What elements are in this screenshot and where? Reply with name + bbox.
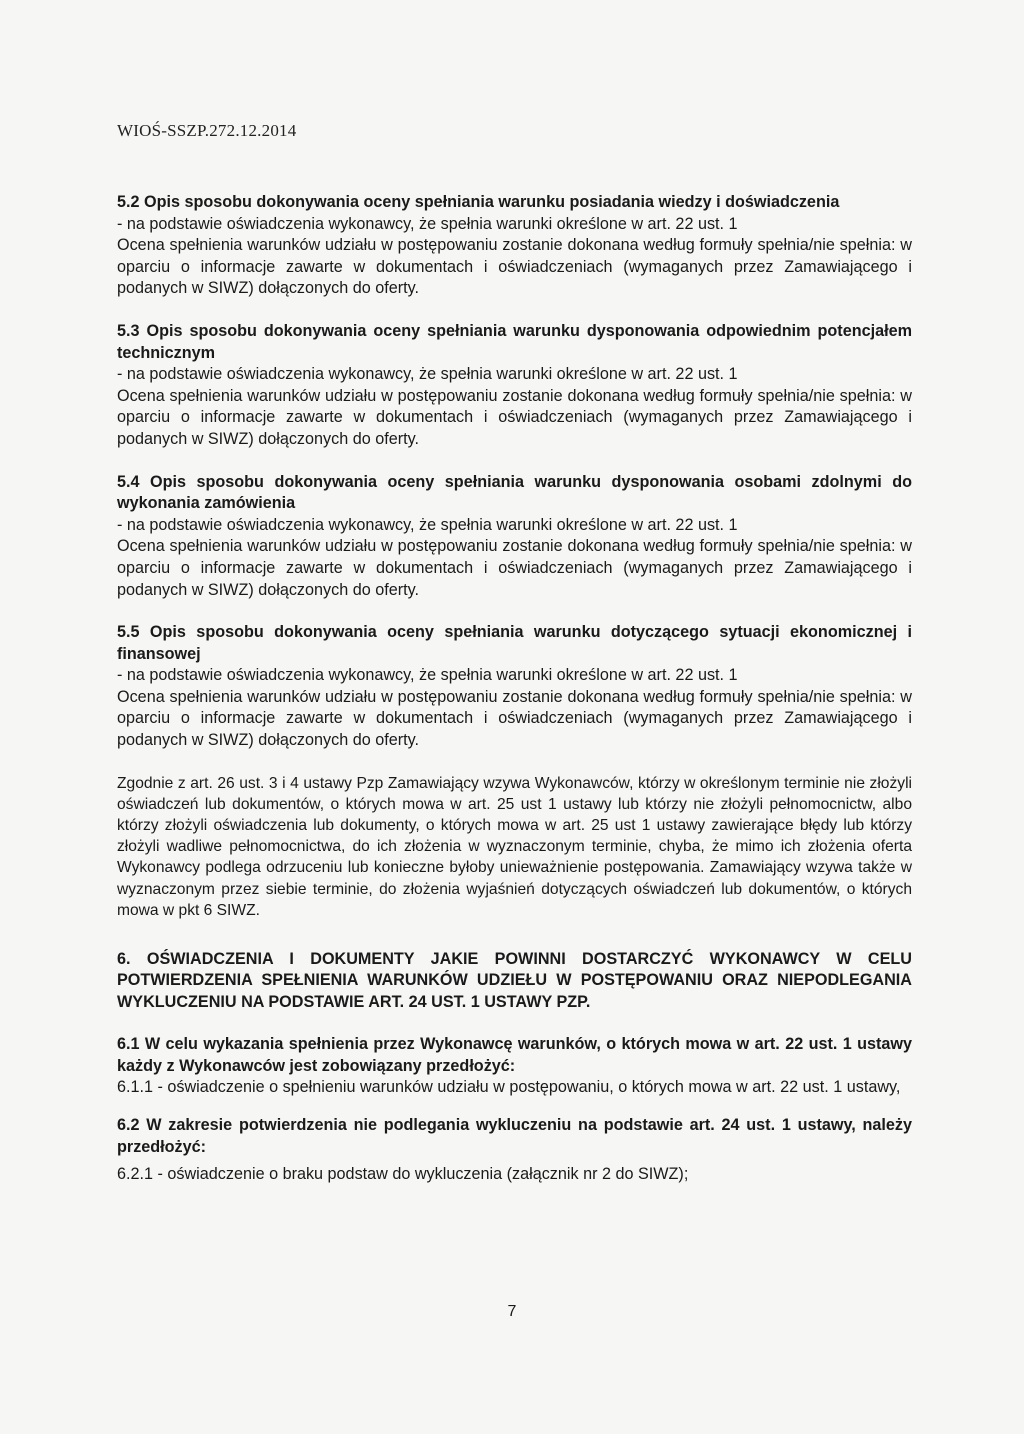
subsection-item: 6.2.1 - oświadczenie o braku podstaw do wykluczenia (załącznik nr 2 do SIWZ); [117,1165,689,1184]
subsection-6-2 [117,1115,912,1186]
section-5-3 [117,321,912,451]
section-title: 5.4 Opis sposobu dokonywania oceny spełniania warunku dysponowania osobami zdolnymi do wykonania zamówienia [117,472,912,513]
subsection-title: 6.1 W celu wykazania spełnienia przez Wykonawcę warunków, o których mowa w art. 22 ust. 1 ustawy każdy z Wykonawców jest zobowiązany przedłożyć: [117,1035,912,1075]
section-6-title: 6. OŚWIADCZENIA I DOKUMENTY JAKIE POWINNI DOSTARCZYĆ WYKONAWCY W CELU POTWIERDZENIA SPEŁNIENIA WARUNKÓW UDZIEŁU W POSTĘPOWANIU ORAZ NIEPODLEGANIA WYKLUCZENIU NA PODSTAWIE ART. 24 UST. 1 USTAWY PZP. [117,950,912,1011]
section-basis: - na podstawie oświadczenia wykonawcy, że spełnia warunki określone w art. 22 ust. 1 [117,214,738,233]
section-assessment: Ocena spełnienia warunków udziału w postępowaniu zostanie dokonana według formuły spełnia/nie spełnia: w oparciu o informacje zawarte w dokumentach i oświadczeniach (wymaganych przez Zamawiającego i podanych w SIWZ) dołączonych do oferty. [117,687,912,750]
section-assessment: Ocena spełnienia warunków udziału w postępowaniu zostanie dokonana według formuły spełnia/nie spełnia: w oparciu o informacje zawarte w dokumentach i oświadczeniach (wymaganych przez Zamawiającego i podanych w SIWZ) dołączonych do oferty. [117,236,912,298]
section-assessment: Ocena spełnienia warunków udziału w postępowaniu zostanie dokonana według formuły spełnia/nie spełnia: w oparciu o informacje zawarte w dokumentach i oświadczeniach (wymaganych przez Zamawiającego i podanych w SIWZ) dołączonych do oferty. [117,386,912,448]
section-5-5 [117,622,912,752]
section-5-4 [117,472,912,602]
article-26-paragraph: Zgodnie z art. 26 ust. 3 i 4 ustawy Pzp Zamawiający wzywa Wykonawców, którzy w określonym terminie nie złożyli oświadczeń lub dokumentów, o których mowa w art. 25 ust 1 ustawy lub którzy nie złożyli pełnomocnictw, albo którzy złożyli oświadczenia lub dokumenty, o których mowa w art. 25 ust 1 ustawy zawierające błędy lub którzy złożyli wadliwe pełnomocnictwa, do ich złożenia w wyznaczonym terminie, chyba, że mimo ich złożenia oferta Wykonawcy podlega odrzuceniu lub konieczne byłoby unieważnienie postępowania. Zamawiający wzywa także w wyznaczonym przez siebie terminie, do złożenia wyjaśnień dotyczących oświadczeń lub dokumentów, o których mowa w pkt 6 SIWZ. [117,774,912,919]
section-title: 5.3 Opis sposobu dokonywania oceny spełniania warunku dysponowania odpowiednim potencjałem technicznym [117,321,912,362]
section-basis: - na podstawie oświadczenia wykonawcy, że spełnia warunki określone w art. 22 ust. 1 [117,365,738,384]
subsection-title: 6.2 W zakresie potwierdzenia nie podlegania wykluczeniu na podstawie art. 24 ust. 1 ustawy, należy przedłożyć: [117,1116,912,1156]
subsection-6-1 [117,1034,912,1099]
document-reference: WIOŚ-SSZP.272.12.2014 [117,121,297,140]
section-assessment: Ocena spełnienia warunków udziału w postępowaniu zostanie dokonana według formuły spełnia/nie spełnia: w oparciu o informacje zawarte w dokumentach i oświadczeniach (wymaganych przez Zamawiającego i podanych w SIWZ) dołączonych do oferty. [117,537,912,599]
section-title: 5.5 Opis sposobu dokonywania oceny spełniania warunku dotyczącego sytuacji ekonomicznej i finansowej [117,623,912,663]
section-5-2 [117,192,912,300]
section-title: 5.2 Opis sposobu dokonywania oceny spełniania warunku posiadania wiedzy i doświadczenia [117,193,840,211]
document-body [117,192,912,1202]
section-basis: - na podstawie oświadczenia wykonawcy, że spełnia warunki określone w art. 22 ust. 1 [117,666,738,685]
subsection-item: 6.1.1 - oświadczenie o spełnieniu warunków udziału w postępowaniu, o których mowa w art. 22 ust. 1 ustawy, [117,1078,901,1097]
page-number: 7 [507,1303,517,1320]
section-basis: - na podstawie oświadczenia wykonawcy, że spełnia warunki określone w art. 22 ust. 1 [117,515,738,534]
